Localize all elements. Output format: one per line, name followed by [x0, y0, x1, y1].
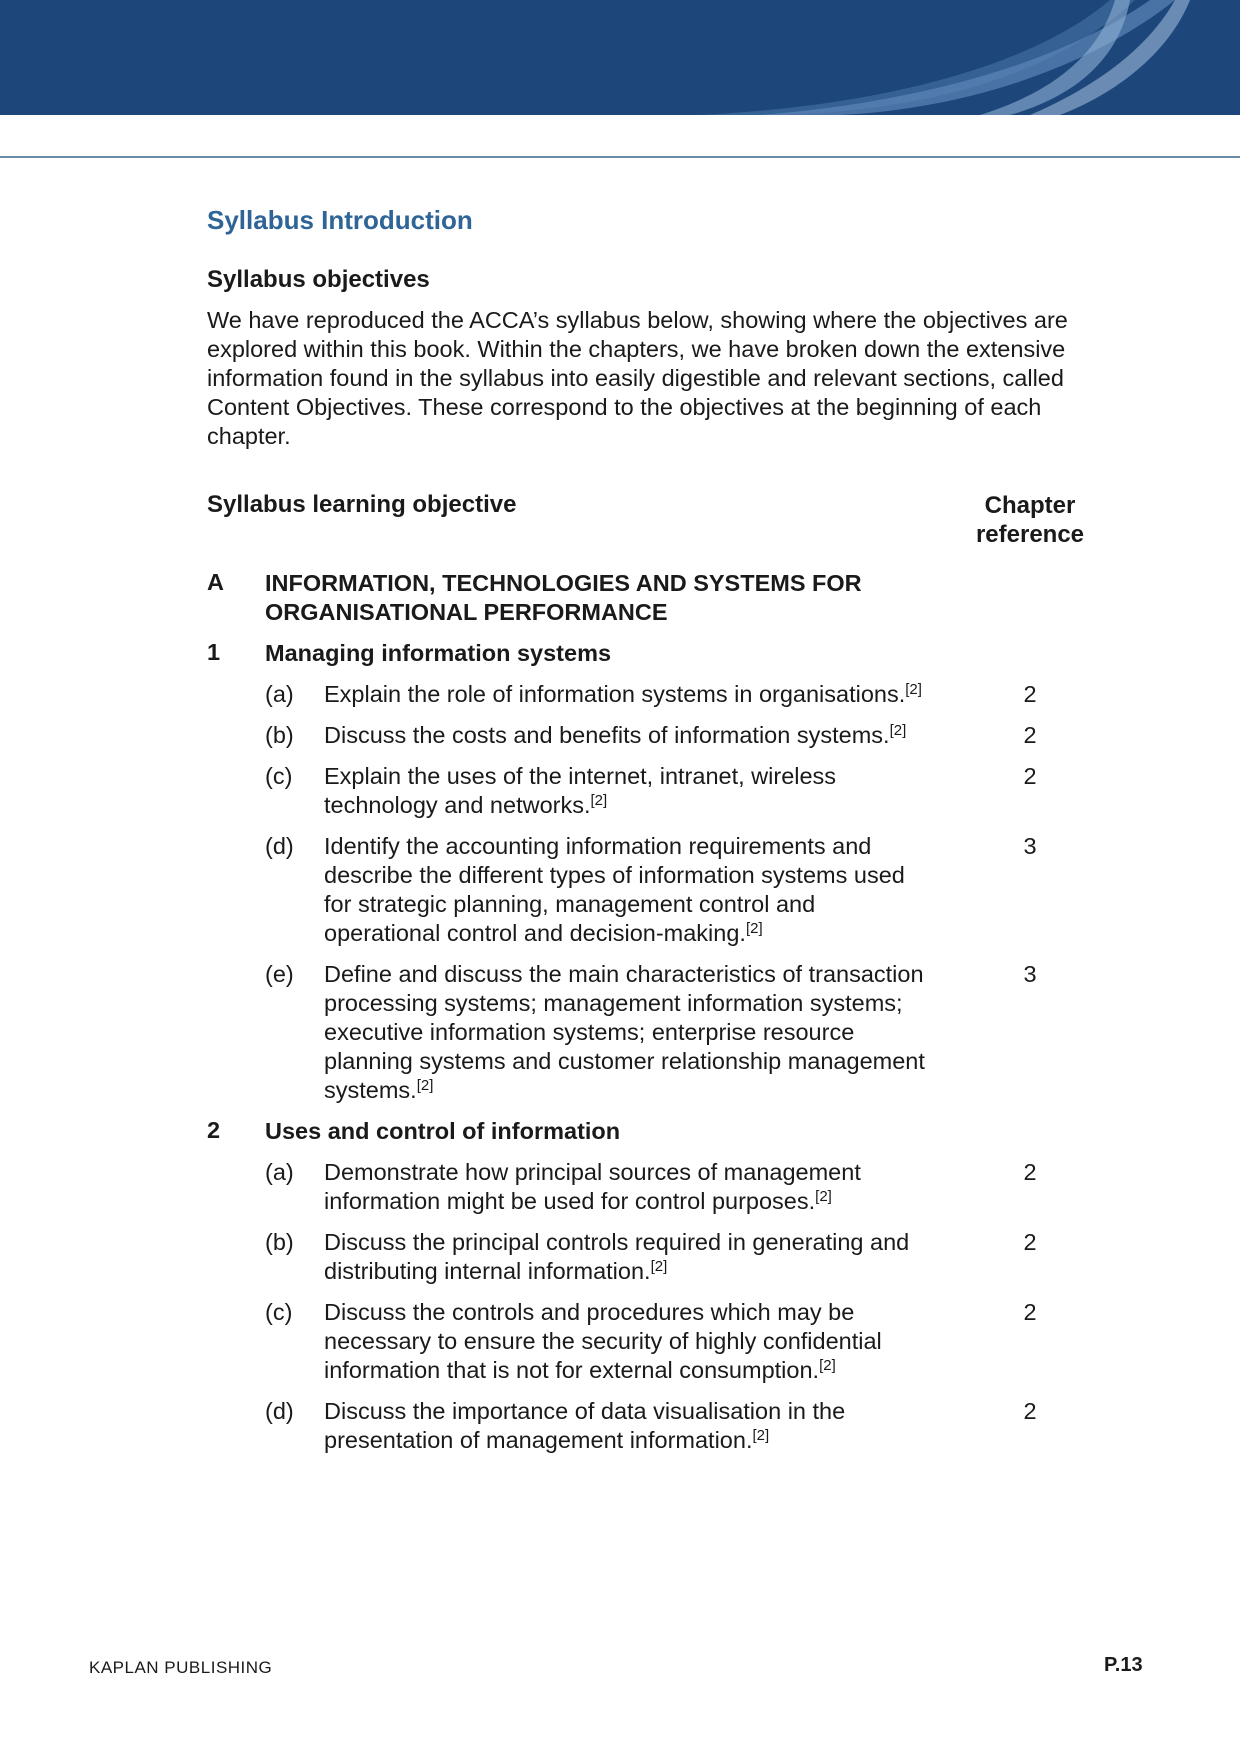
chapter-reference: 3	[1023, 833, 1037, 859]
chapter-reference: 2	[1023, 1299, 1037, 1325]
chapter-reference: 2	[1023, 1229, 1037, 1255]
footer-publisher: KAPLAN PUBLISHING	[89, 1658, 273, 1677]
objective-label: (a)	[265, 681, 294, 707]
objective-text	[324, 762, 934, 820]
objective-label: (e)	[265, 961, 294, 987]
topic-title: Uses and control of information	[265, 1118, 621, 1144]
objective-description: Explain the uses of the internet, intranet, wireless technology and networks.	[324, 763, 837, 818]
chapter-reference: 3	[1023, 961, 1037, 987]
chapter-header-line2: reference	[975, 521, 1085, 548]
area-title: INFORMATION, TECHNOLOGIES AND SYSTEMS FOR ORGANISATIONAL PERFORMANCE	[265, 570, 862, 625]
banner-swoosh-graphic	[0, 0, 1240, 115]
objective-text	[324, 832, 934, 948]
objective-text	[324, 680, 934, 709]
objective-row	[207, 680, 1087, 709]
objective-description: Discuss the principal controls required in generating and distributing internal information.	[324, 1229, 910, 1284]
objective-row	[207, 960, 1087, 1105]
objective-description: Identify the accounting information requirements and describe the different types of information systems used for strategic planning, management control and operational control and decision-making.	[324, 833, 905, 946]
intro-paragraph: We have reproduced the ACCA’s syllabus below, showing where the objectives are explored within this book. Within the chapters, we have broken down the extensive information found in the syllabus into easily digestible and relevant sections, called Content Objectives. These correspond to the objectives at the beginning of each chapter.	[207, 307, 1068, 449]
objective-row	[207, 762, 1087, 820]
topics-list	[207, 639, 1087, 1455]
objective-row	[207, 832, 1087, 948]
objective-level: [2]	[752, 1427, 770, 1444]
objective-text	[324, 1228, 934, 1286]
topic-row	[207, 1117, 1087, 1146]
objective-row	[207, 721, 1087, 750]
objective-label: (d)	[265, 833, 294, 859]
objective-level: [2]	[590, 792, 608, 809]
chapter-reference: 2	[1023, 681, 1037, 707]
objective-description: Define and discuss the main characteristics of transaction processing systems; management information systems; executive information systems; enterprise resource planning systems and customer relationship management systems.	[324, 961, 925, 1103]
chapter-reference: 2	[1023, 1398, 1037, 1424]
header-banner	[0, 0, 1240, 115]
objective-label: (c)	[265, 763, 293, 789]
objective-row	[207, 1158, 1087, 1216]
topic-row	[207, 639, 1087, 668]
area-letter: A	[207, 569, 224, 595]
syllabus-area	[207, 569, 1087, 627]
page-content	[207, 205, 1087, 1467]
chapter-column-header	[955, 491, 1105, 549]
objective-row	[207, 1228, 1087, 1286]
objective-row	[207, 1298, 1087, 1385]
objective-text	[324, 721, 934, 750]
objective-level: [2]	[819, 1357, 836, 1374]
objective-description: Discuss the controls and procedures which may be necessary to ensure the security of highly confidential information that is not for external consumption.	[324, 1299, 882, 1383]
section-title: Syllabus Introduction	[207, 205, 473, 235]
objective-label: (b)	[265, 1229, 294, 1255]
topic-number: 1	[207, 639, 221, 665]
objective-text	[324, 1397, 934, 1455]
objective-description: Explain the role of information systems in organisations.	[324, 681, 906, 707]
objective-description: Demonstrate how principal sources of management information might be used for control purposes.	[324, 1159, 861, 1214]
objective-level: [2]	[905, 681, 922, 698]
objective-level: [2]	[416, 1077, 434, 1094]
objective-column-header: Syllabus learning objective	[207, 491, 517, 518]
objective-level: [2]	[815, 1188, 832, 1205]
chapter-reference: 2	[1023, 722, 1037, 748]
objective-level: [2]	[650, 1258, 668, 1275]
chapter-header-line1: Chapter	[984, 492, 1076, 519]
topic-number: 2	[207, 1117, 221, 1143]
objective-label: (d)	[265, 1398, 294, 1424]
chapter-reference: 2	[1023, 1159, 1037, 1185]
chapter-reference: 2	[1023, 763, 1037, 789]
objective-label: (c)	[265, 1299, 293, 1325]
objective-text	[324, 1298, 934, 1385]
objective-text	[324, 1158, 934, 1216]
topic-title: Managing information systems	[265, 640, 612, 666]
objective-level: [2]	[889, 722, 907, 739]
objective-text	[324, 960, 934, 1105]
objective-label: (a)	[265, 1159, 294, 1185]
header-divider	[0, 156, 1240, 158]
objective-row	[207, 1397, 1087, 1455]
objective-label: (b)	[265, 722, 294, 748]
table-header	[207, 491, 1087, 555]
subsection-title: Syllabus objectives	[207, 266, 430, 293]
objective-description: Discuss the costs and benefits of information systems.	[324, 722, 890, 748]
footer-page-number: P.13	[1104, 1654, 1143, 1676]
objective-description: Discuss the importance of data visualisation in the presentation of management information.	[324, 1398, 846, 1453]
objective-level: [2]	[745, 920, 763, 937]
